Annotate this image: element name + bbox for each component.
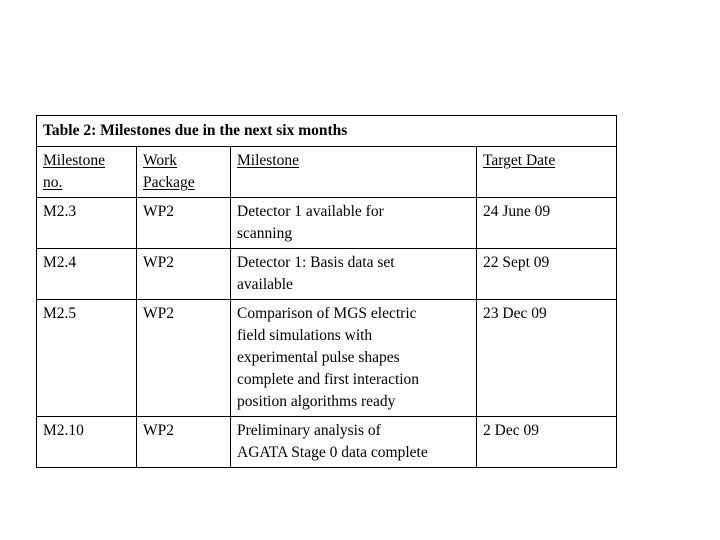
header-work-package — [137, 147, 231, 198]
cell-milestone-line: scanning — [237, 225, 293, 242]
table-caption-row — [37, 116, 617, 147]
milestones-table-container — [36, 115, 616, 468]
cell-work-package: WP2 — [137, 417, 231, 468]
cell-work-package: WP2 — [137, 198, 231, 249]
cell-milestone-no: M2.10 — [37, 417, 137, 468]
milestones-table — [36, 115, 617, 468]
header-work-package-line2: Package — [143, 174, 195, 191]
header-milestone — [231, 147, 477, 198]
cell-work-package: WP2 — [137, 249, 231, 300]
cell-milestone — [231, 198, 477, 249]
table-row — [37, 300, 617, 417]
cell-milestone-line: Comparison of MGS electric — [237, 305, 417, 322]
header-milestone-no-line1: Milestone — [43, 152, 105, 169]
cell-milestone-line: position algorithms ready — [237, 393, 396, 410]
cell-milestone-no: M2.5 — [37, 300, 137, 417]
cell-milestone — [231, 249, 477, 300]
header-target-date-text: Target Date — [483, 152, 556, 169]
cell-milestone-line: available — [237, 276, 293, 293]
cell-milestone-no: M2.4 — [37, 249, 137, 300]
cell-milestone-line: complete and first interaction — [237, 371, 420, 388]
cell-milestone-no: M2.3 — [37, 198, 137, 249]
cell-milestone-line: Detector 1 available for — [237, 203, 384, 220]
cell-milestone-line: AGATA Stage 0 data complete — [237, 444, 428, 461]
cell-milestone-line: experimental pulse shapes — [237, 349, 400, 366]
cell-milestone — [231, 417, 477, 468]
cell-work-package: WP2 — [137, 300, 231, 417]
header-milestone-no-line2: no. — [43, 174, 63, 191]
table-header-row — [37, 147, 617, 198]
table-caption: Table 2: Milestones due in the next six months — [37, 116, 617, 147]
cell-milestone-line: Preliminary analysis of — [237, 422, 381, 439]
table-row — [37, 417, 617, 468]
cell-milestone-line: Detector 1: Basis data set — [237, 254, 395, 271]
cell-target-date: 2 Dec 09 — [477, 417, 617, 468]
cell-target-date: 24 June 09 — [477, 198, 617, 249]
header-milestone-no — [37, 147, 137, 198]
cell-milestone-line: field simulations with — [237, 327, 373, 344]
cell-target-date: 22 Sept 09 — [477, 249, 617, 300]
table-row — [37, 249, 617, 300]
header-milestone-text: Milestone — [237, 152, 299, 169]
cell-target-date: 23 Dec 09 — [477, 300, 617, 417]
header-work-package-line1: Work — [143, 152, 178, 169]
cell-milestone — [231, 300, 477, 417]
header-target-date — [477, 147, 617, 198]
table-row — [37, 198, 617, 249]
